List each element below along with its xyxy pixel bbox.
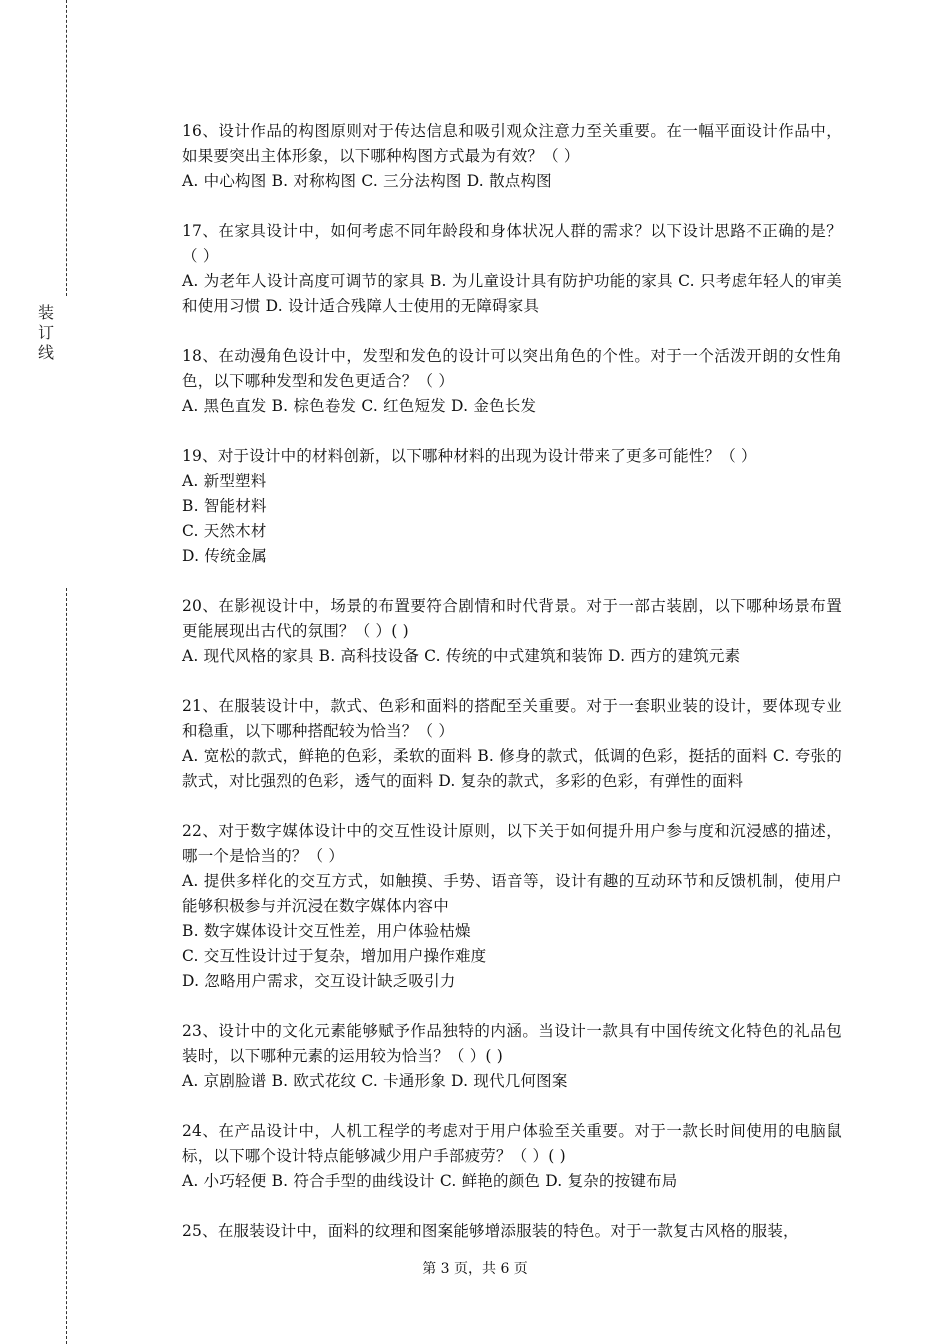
binding-char: 线 [37,343,54,362]
binding-line-top [66,0,67,296]
question-22 [182,819,842,994]
question-16 [182,119,842,194]
question-options: A. 中心构图 B. 对称构图 C. 三分法构图 D. 散点构图 [182,172,552,190]
question-option-a: A. 新型塑料 [182,472,267,490]
question-17 [182,219,842,319]
binding-char: 订 [37,323,54,342]
question-options: A. 为老年人设计高度可调节的家具 B. 为儿童设计具有防护功能的家具 C. 只考虑年轻人的审美和使用习惯 D. 设计适合残障人士使用的无障碍家具 [182,272,842,315]
question-stem: 17、在家具设计中，如何考虑不同年龄段和身体状况人群的需求？以下设计思路不正确的是？（ ） [182,222,842,265]
question-stem: 19、对于设计中的材料创新，以下哪种材料的出现为设计带来了更多可能性？（ ） [182,447,757,465]
question-list [182,119,842,1269]
question-stem: 22、对于数字媒体设计中的交互性设计原则，以下关于如何提升用户参与度和沉浸感的描述，哪一个是恰当的？（ ） [182,822,842,865]
binding-label [36,303,56,363]
question-options: A. 宽松的款式，鲜艳的色彩，柔软的面料 B. 修身的款式，低调的色彩，挺括的面料 C. 夸张的款式，对比强烈的色彩，透气的面料 D. 复杂的款式，多彩的色彩，有弹性的面料 [182,747,842,790]
question-option-b: B. 智能材料 [182,497,267,515]
question-option-b: B. 数字媒体设计交互性差，用户体验枯燥 [182,922,471,940]
binding-char: 装 [37,303,54,322]
question-21 [182,694,842,794]
page-footer [0,1258,950,1278]
binding-line-bottom [66,588,67,1344]
question-options: A. 现代风格的家具 B. 高科技设备 C. 传统的中式建筑和装饰 D. 西方的建筑元素 [182,647,741,665]
question-19 [182,444,842,569]
question-options: A. 京剧脸谱 B. 欧式花纹 C. 卡通形象 D. 现代几何图案 [182,1072,568,1090]
question-25 [182,1219,842,1244]
question-options: A. 小巧轻便 B. 符合手型的曲线设计 C. 鲜艳的颜色 D. 复杂的按键布局 [182,1172,678,1190]
question-23 [182,1019,842,1094]
question-stem: 24、在产品设计中，人机工程学的考虑对于用户体验至关重要。对于一款长时间使用的电脑鼠标，以下哪个设计特点能够减少用户手部疲劳？（ ）( ) [182,1122,842,1165]
question-options: A. 黑色直发 B. 棕色卷发 C. 红色短发 D. 金色长发 [182,397,537,415]
question-stem: 18、在动漫角色设计中，发型和发色的设计可以突出角色的个性。对于一个活泼开朗的女性角色，以下哪种发型和发色更适合？（ ） [182,347,842,390]
question-option-d: D. 传统金属 [182,547,268,565]
question-stem: 21、在服装设计中，款式、色彩和面料的搭配至关重要。对于一套职业装的设计，要体现专业和稳重，以下哪种搭配较为恰当？（ ） [182,697,842,740]
question-24 [182,1119,842,1194]
question-20 [182,594,842,669]
question-option-d: D. 忽略用户需求，交互设计缺乏吸引力 [182,972,456,990]
question-stem: 25、在服装设计中，面料的纹理和图案能够增添服装的特色。对于一款复古风格的服装， [182,1222,799,1240]
question-stem: 16、设计作品的构图原则对于传达信息和吸引观众注意力至关重要。在一幅平面设计作品中，如果要突出主体形象，以下哪种构图方式最为有效？（ ） [182,122,842,165]
question-option-a: A. 提供多样化的交互方式，如触摸、手势、语音等，设计有趣的互动环节和反馈机制，使用户能够积极参与并沉浸在数字媒体内容中 [182,872,842,915]
question-option-c: C. 天然木材 [182,522,267,540]
question-stem: 23、设计中的文化元素能够赋予作品独特的内涵。当设计一款具有中国传统文化特色的礼品包装时，以下哪种元素的运用较为恰当？（ ）( ) [182,1022,842,1065]
question-option-c: C. 交互性设计过于复杂，增加用户操作难度 [182,947,487,965]
question-18 [182,344,842,419]
question-stem: 20、在影视设计中，场景的布置要符合剧情和时代背景。对于一部古装剧，以下哪种场景布置更能展现出古代的氛围？（ ）( ) [182,597,842,640]
page-number: 第 3 页，共 6 页 [422,1261,528,1277]
